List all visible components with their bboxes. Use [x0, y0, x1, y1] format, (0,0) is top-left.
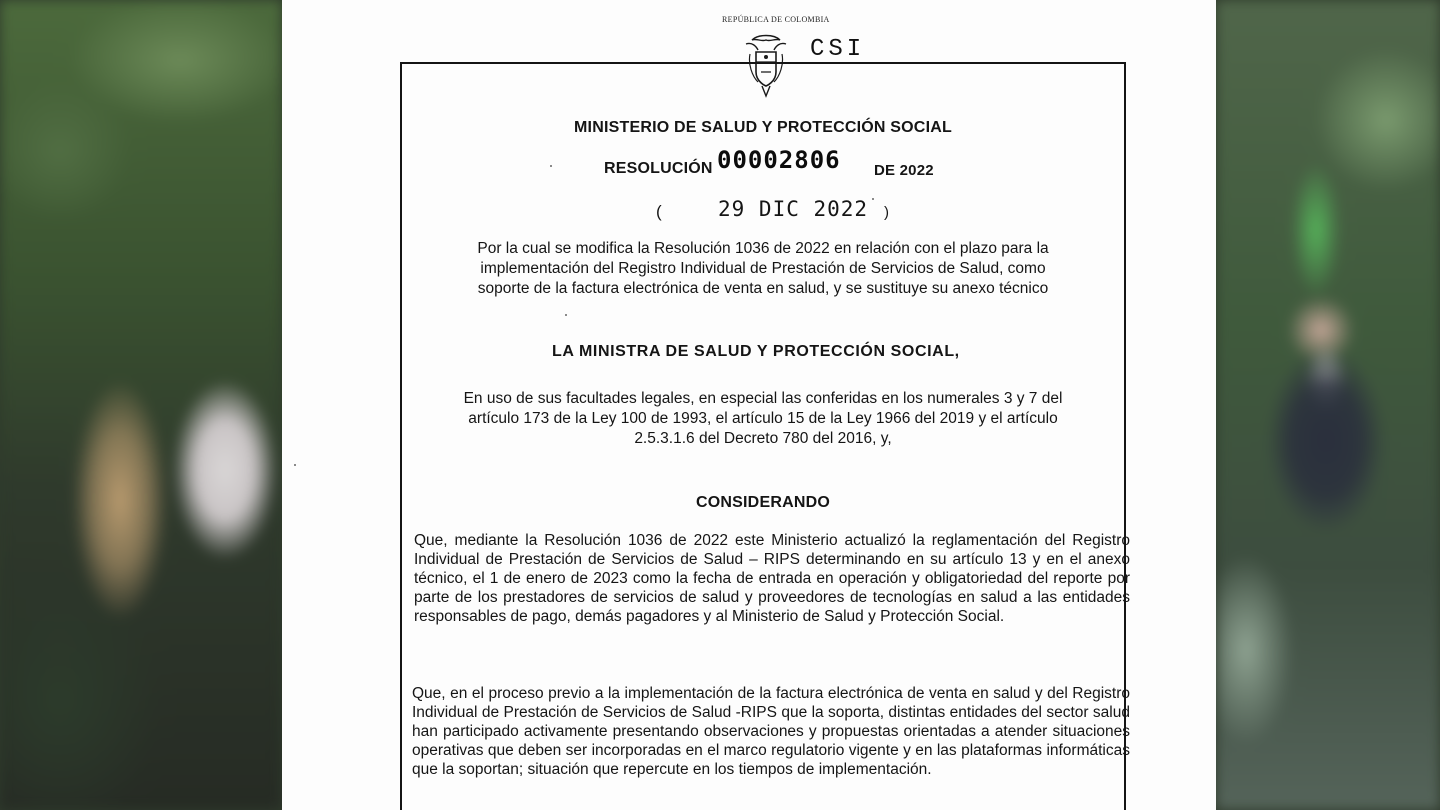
summary-line: Por la cual se modifica la Resolución 1036 de 2022 en relación con el plazo para la — [477, 240, 1049, 257]
date-paren-close: ) — [884, 204, 889, 221]
faculties-line: 2.5.3.1.6 del Decreto 780 del 2016, y, — [634, 430, 892, 447]
blurred-photo-left — [0, 0, 282, 810]
issue-date: 29 DIC 2022 — [718, 197, 869, 221]
considering-paragraph-1: Que, mediante la Resolución 1036 de 2022 este Ministerio actualizó la reglamentación del Registro Individual de Prestación de Servicios de Salud – RIPS determinando en su artículo 13 y en el anexo técnico, el 1 de enero de 2023 como la fecha de entrada en operación y obligatoriedad del reporte por parte de los prestadores de servicios de salud y proveedores de tecnologías en salud a las entidades responsables de pago, demás pagadores y al Ministerio de Salud y Protección Social. — [414, 532, 1130, 625]
republic-label: REPÚBLICA DE COLOMBIA — [722, 15, 830, 24]
authority-heading: LA MINISTRA DE SALUD Y PROTECCIÓN SOCIAL, — [552, 343, 960, 360]
faculties-line: En uso de sus facultades legales, en especial las conferidas en los numerales 3 y 7 del — [463, 390, 1063, 407]
year-label: DE 2022 — [874, 162, 934, 179]
ministry-heading: MINISTERIO DE SALUD Y PROTECCIÓN SOCIAL — [574, 119, 952, 136]
faculties-line: artículo 173 de la Ley 100 de 1993, el artículo 15 de la Ley 1966 del 2019 y el artículo — [468, 410, 1058, 427]
considering-paragraph-2: Que, en el proceso previo a la implementación de la factura electrónica de venta en salud y del Registro Individual de Prestación de Servicios de Salud -RIPS que la soporta, distintas entidades del sector salud han participado activamente presentando observaciones y propuestas orientadas a atender situaciones operativas que deben ser incorporadas en el marco regulatorio vigente y en las plataformas informáticas que la soportan; situación que repercute en los tiempos de implementación. — [412, 685, 1130, 778]
scan-speck — [550, 165, 552, 167]
summary-line: implementación del Registro Individual de Prestación de Servicios de Salud, como — [480, 260, 1046, 277]
scan-speck — [294, 464, 296, 466]
resolution-number: 00002806 — [717, 146, 841, 174]
date-paren-open: ( — [656, 202, 662, 221]
blurred-photo-right — [1216, 0, 1440, 810]
considering-heading: CONSIDERANDO — [696, 494, 830, 511]
scan-speck — [565, 314, 567, 316]
stamp-fragment: CSI — [810, 36, 866, 63]
document-page — [282, 0, 1216, 810]
resolution-label: RESOLUCIÓN — [604, 160, 713, 177]
scan-speck — [872, 198, 874, 200]
document-frame — [400, 62, 1130, 810]
summary-line: soporte de la factura electrónica de venta en salud, y se sustituye su anexo técnico — [477, 280, 1049, 297]
